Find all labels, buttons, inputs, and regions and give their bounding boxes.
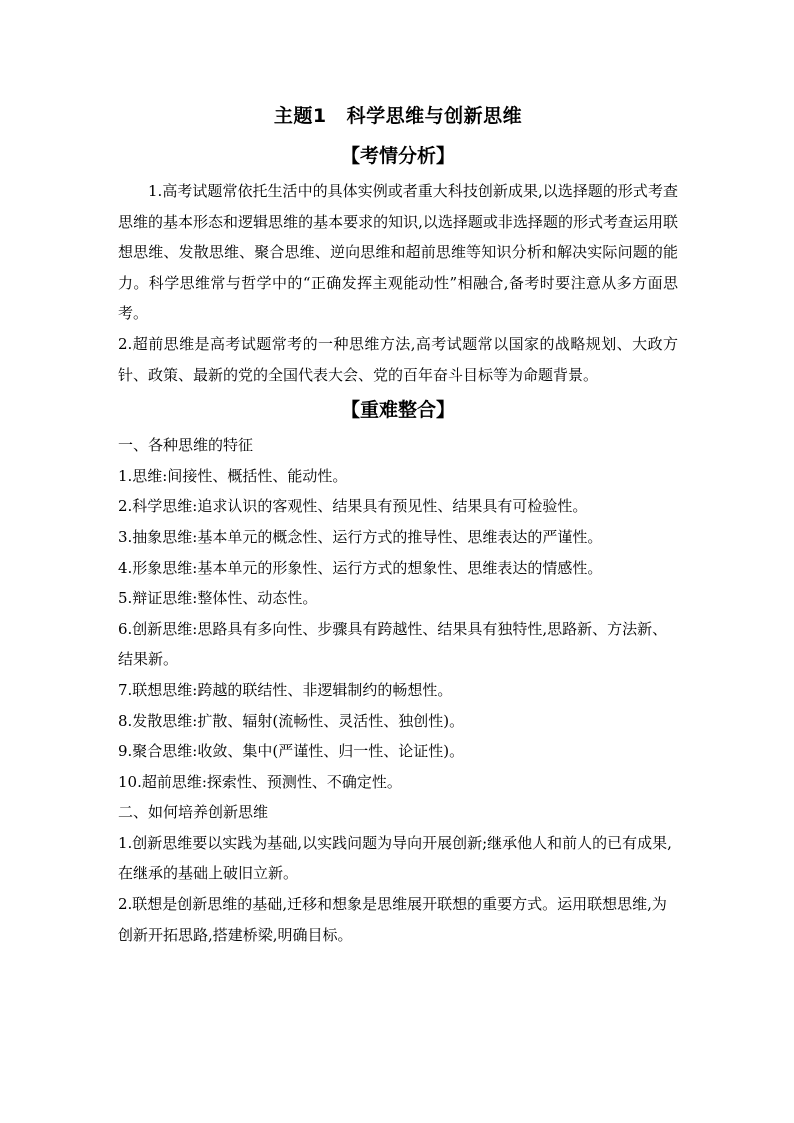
- feature-item-5: 5.辩证思维:整体性、动态性。: [118, 589, 318, 608]
- feature-item-1: 1.思维:间接性、概括性、能动性。: [118, 466, 348, 485]
- analysis-paragraph-2: 2.超前思维是高考试题常考的一种思维方法,高考试题常以国家的战略规划、大政方针、政策、最新的党的全国代表大会、党的百年奋斗目标等为命题背景。: [118, 334, 678, 384]
- cultivate-item-1: 1.创新思维要以实践为基础,以实践问题为导向开展创新;继承他人和前人的已有成果,在继承的基础上破旧立新。: [118, 833, 672, 883]
- document-page: [118, 96, 678, 950]
- feature-item-7: 7.联想思维:跨越的联结性、非逻辑制约的畅想性。: [118, 680, 453, 699]
- part2-heading: 二、如何培养创新思维: [118, 803, 269, 822]
- feature-item-4: 4.形象思维:基本单元的形象性、运行方式的想象性、思维表达的情感性。: [118, 558, 603, 577]
- analysis-paragraph-1: 1.高考试题常依托生活中的具体实例或者重大科技创新成果,以选择题的形式考查思维的基本形态和逻辑思维的基本要求的知识,以选择题或非选择题的形式考查运用联想思维、发散思维、聚合思维、逆向思维和超前思维等知识分析和解决实际问题的能力。科学思维常与哲学中的“正确发挥主观能动性”相融合,备考时要注意从多方面思考。: [118, 182, 678, 323]
- feature-item-3: 3.抽象思维:基本单元的概念性、运行方式的推导性、思维表达的严谨性。: [118, 527, 603, 546]
- title-main: 科学思维与创新思维: [346, 105, 523, 127]
- page-title: [118, 96, 678, 136]
- feature-item-10: 10.超前思维:探索性、预测性、不确定性。: [118, 772, 402, 791]
- feature-item-9: 9.聚合思维:收敛、集中(严谨性、归一性、论证性)。: [118, 742, 465, 761]
- part1-heading: 一、各种思维的特征: [118, 436, 254, 455]
- cultivate-item-2: 2.联想是创新思维的基础,迁移和想象是思维展开联想的重要方式。运用联想思维,为创新开拓思路,搭建桥梁,明确目标。: [118, 895, 667, 944]
- feature-item-6: 6.创新思维:思路具有多向性、步骤具有跨越性、结果具有独特性,思路新、方法新、结果新。: [118, 619, 668, 669]
- feature-item-8: 8.发散思维:扩散、辐射(流畅性、灵活性、独创性)。: [118, 711, 465, 730]
- feature-item-2: 2.科学思维:追求认识的客观性、结果具有预见性、结果具有可检验性。: [118, 497, 588, 516]
- title-prefix: 主题1: [273, 105, 327, 127]
- analysis-heading: 【考情分析】: [340, 145, 455, 167]
- integration-heading: 【重难整合】: [340, 399, 455, 422]
